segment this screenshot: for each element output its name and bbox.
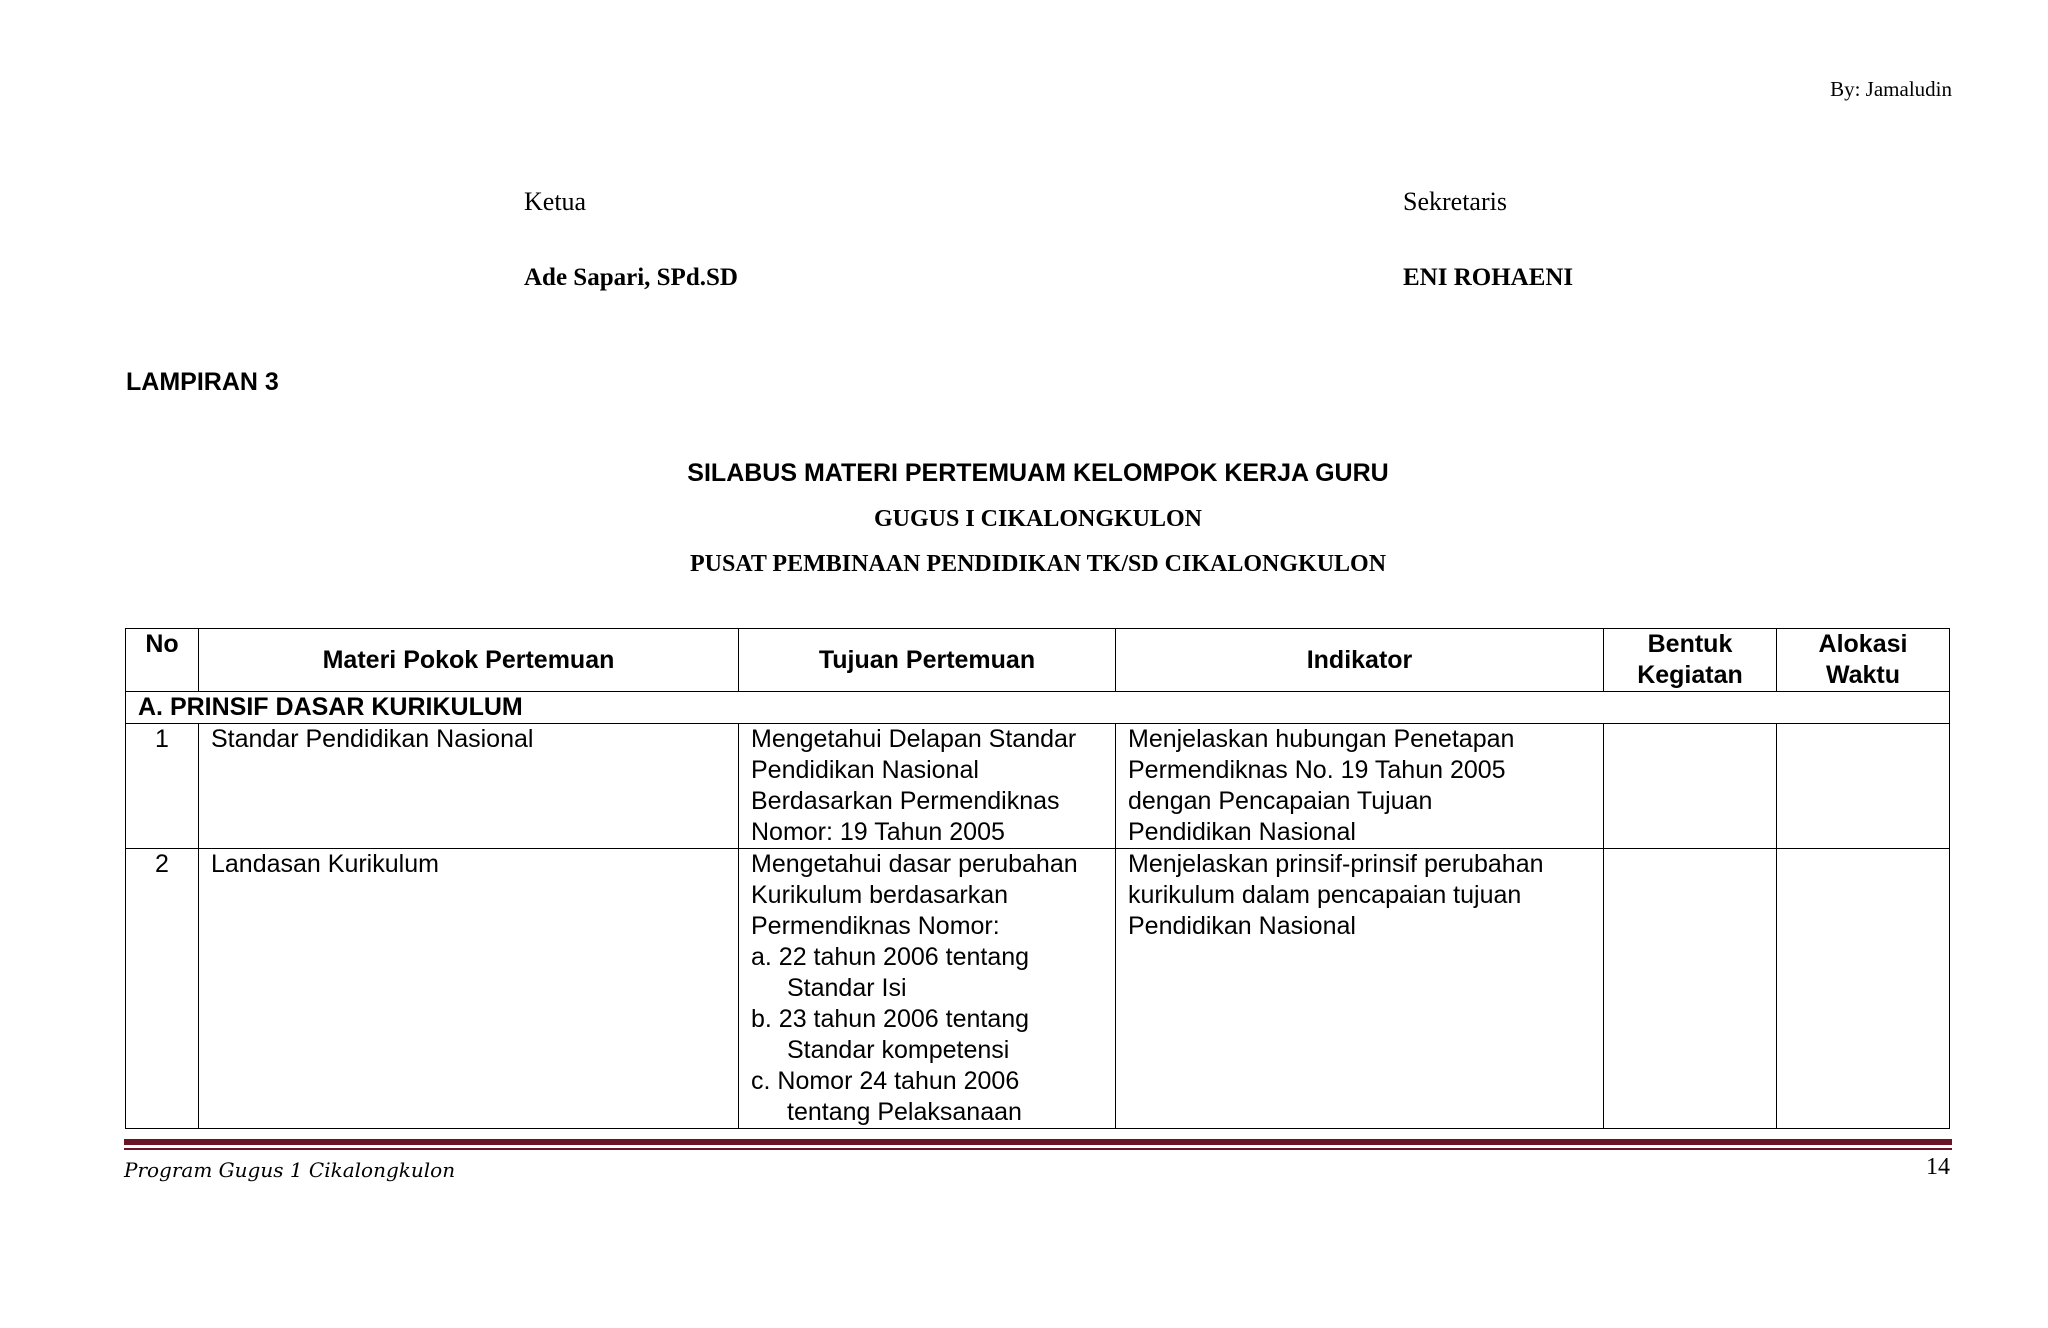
row-materi: Standar Pendidikan Nasional [199, 724, 739, 849]
header-no: No [126, 629, 199, 692]
signature-name-ketua: Ade Sapari, SPd.SD [524, 264, 738, 291]
table-header-row [126, 629, 1950, 692]
indikator-line: dengan Pencapaian Tujuan [1128, 787, 1433, 815]
indikator-line: Permendiknas No. 19 Tahun 2005 [1128, 756, 1506, 784]
table-row [126, 724, 1950, 849]
document-subtitle-2: PUSAT PEMBINAAN PENDIDIKAN TK/SD CIKALONGKULON [689, 551, 1387, 577]
tujuan-line: Mengetahui dasar perubahan [751, 850, 1078, 878]
header-alokasi-line1: Alokasi [1818, 630, 1908, 658]
tujuan-line: Berdasarkan Permendiknas [751, 787, 1060, 815]
signature-role-sekretaris: Sekretaris [1403, 187, 1507, 216]
header-materi: Materi Pokok Pertemuan [199, 629, 739, 692]
indikator-line: Menjelaskan hubungan Penetapan [1128, 725, 1515, 753]
indikator-line: kurikulum dalam pencapaian tujuan [1128, 881, 1522, 909]
header-bentuk-line2: Kegiatan [1637, 661, 1743, 689]
tujuan-line: Pendidikan Nasional [751, 756, 979, 784]
tujuan-list-line: tentang Pelaksanaan [787, 1098, 1022, 1126]
footer-document-name: Program Gugus 1 Cikalongkulon [124, 1158, 456, 1182]
header-alokasi-line2: Waktu [1825, 661, 1901, 689]
row-number: 1 [126, 724, 199, 849]
signature-role-ketua: Ketua [524, 187, 587, 216]
appendix-label: LAMPIRAN 3 [126, 368, 279, 396]
tujuan-list-line: Standar kompetensi [787, 1036, 1010, 1064]
row-bentuk-kegiatan [1604, 724, 1777, 849]
syllabus-table [125, 628, 1950, 1129]
row-tujuan [739, 724, 1116, 849]
row-bentuk-kegiatan [1604, 849, 1777, 1129]
tujuan-list-line: c. Nomor 24 tahun 2006 [751, 1067, 1020, 1095]
header-tujuan: Tujuan Pertemuan [739, 629, 1116, 692]
document-title: SILABUS MATERI PERTEMUAM KELOMPOK KERJA GURU [687, 459, 1389, 487]
row-tujuan [739, 849, 1116, 1129]
tujuan-list-item [751, 1066, 1103, 1128]
tujuan-list-item [751, 1004, 1103, 1066]
tujuan-list-line: Standar Isi [787, 974, 907, 1002]
signature-name-sekretaris: ENI ROHAENI [1403, 264, 1574, 291]
section-title: A. PRINSIF DASAR KURIKULUM [126, 692, 1950, 724]
author-credit: By: Jamaludin [1830, 77, 1952, 101]
tujuan-line: Permendiknas Nomor: [751, 912, 1000, 940]
header-indikator: Indikator [1116, 629, 1604, 692]
tujuan-line: Mengetahui Delapan Standar [751, 725, 1077, 753]
footer-rule-thick [124, 1139, 1952, 1145]
tujuan-line: Nomor: 19 Tahun 2005 [751, 818, 1005, 846]
row-indikator [1116, 724, 1604, 849]
indikator-line: Menjelaskan prinsif-prinsif perubahan [1128, 850, 1544, 878]
tujuan-list-line: a. 22 tahun 2006 tentang [751, 943, 1030, 971]
indikator-line: Pendidikan Nasional [1128, 912, 1356, 940]
header-bentuk-kegiatan [1604, 629, 1777, 692]
document-subtitle-1: GUGUS I CIKALONGKULON [873, 506, 1203, 532]
header-bentuk-line1: Bentuk [1647, 630, 1733, 658]
row-indikator [1116, 849, 1604, 1129]
indikator-line: Pendidikan Nasional [1128, 818, 1356, 846]
table-row [126, 849, 1950, 1129]
tujuan-line: Kurikulum berdasarkan [751, 881, 1009, 909]
tujuan-list-line: b. 23 tahun 2006 tentang [751, 1005, 1030, 1033]
row-alokasi-waktu [1777, 849, 1950, 1129]
page-number: 14 [1926, 1154, 1950, 1180]
footer-rule-thin [124, 1148, 1952, 1150]
header-alokasi-waktu [1777, 629, 1950, 692]
row-number: 2 [126, 849, 199, 1129]
section-row [126, 692, 1950, 724]
row-materi: Landasan Kurikulum [199, 849, 739, 1129]
tujuan-list-item [751, 942, 1103, 1004]
row-alokasi-waktu [1777, 724, 1950, 849]
